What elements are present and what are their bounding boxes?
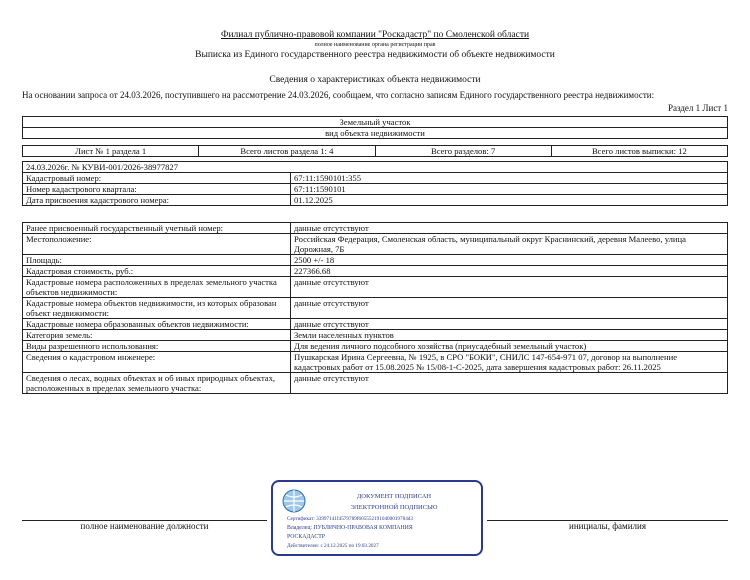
table-row — [23, 352, 728, 373]
row-value: данные отсутствуют — [291, 319, 728, 330]
table-row — [23, 223, 728, 234]
row-label: Кадастровые номера объектов недвижимости, из которых образован объект недвижимости: — [23, 298, 291, 319]
row-value: 227366.68 — [291, 266, 728, 277]
org-title: Филиал публично-правовой компании "Роскадастр" по Смоленской области — [220, 30, 530, 40]
table-row — [23, 184, 728, 195]
details-table — [22, 222, 728, 394]
table-row — [23, 373, 728, 394]
page-info: Раздел 1 Лист 1 — [667, 103, 728, 113]
row-value: 67:11:1590101:355 — [291, 173, 728, 184]
row-value: данные отсутствуют — [291, 223, 728, 234]
table-row — [23, 298, 728, 319]
row-label: Номер кадастрового квартала: — [23, 184, 291, 195]
row-label: Кадастровая стоимость, руб.: — [23, 266, 291, 277]
object-type: Земельный участок — [23, 117, 728, 128]
basis-text: На основании запроса от 24.03.2026, поступившего на рассмотрение 24.03.2026, сообщаем, что согласно записям Единого государственного реестра недвижимости: — [22, 90, 655, 100]
section-title: Сведения о характеристиках объекта недвижимости — [269, 75, 481, 85]
row-label: Дата присвоения кадастрового номера: — [23, 195, 291, 206]
row-value: Земли населенных пунктов — [291, 330, 728, 341]
row-label: Категория земель: — [23, 330, 291, 341]
row-value: 2500 +/- 18 — [291, 255, 728, 266]
table-row — [23, 234, 728, 255]
table-row — [23, 266, 728, 277]
electronic-signature-stamp — [271, 480, 483, 556]
total-extract-sheets: Всего листов выписки: 12 — [551, 146, 727, 157]
row-value: 01.12.2025 — [291, 195, 728, 206]
stamp-certificate: Сертификат: 33997141f4579789f6055521910400019784d3 — [287, 516, 413, 522]
row-label: Местоположение: — [23, 234, 291, 255]
row-value: 67:11:1590101 — [291, 184, 728, 195]
table-row — [23, 195, 728, 206]
row-label: Виды разрешенного использования: — [23, 341, 291, 352]
table-row — [23, 173, 728, 184]
table-row — [23, 255, 728, 266]
table-row — [23, 341, 728, 352]
row-label: Площадь: — [23, 255, 291, 266]
row-label: Кадастровый номер: — [23, 173, 291, 184]
row-label: Сведения о лесах, водных объектах и об иных природных объектах, расположенных в пределах земельного участка: — [23, 373, 291, 394]
extract-title: Выписка из Единого государственного реестра недвижимости об объекте недвижимости — [195, 50, 555, 60]
object-type-caption: вид объекта недвижимости — [23, 128, 728, 139]
stamp-line1: ДОКУМЕНТ ПОДПИСАН — [356, 493, 432, 500]
row-value: данные отсутствуют — [291, 298, 728, 319]
object-type-table — [22, 116, 728, 139]
stamp-line2: ЭЛЕКТРОННОЙ ПОДПИСЬЮ — [350, 504, 438, 511]
total-section-sheets: Всего листов раздела 1: 4 — [199, 146, 375, 157]
row-value: Российская Федерация, Смоленская область, муниципальный округ Краснинский, деревня Малеево, улица Дорожная, 7Б — [291, 234, 728, 255]
table-row — [23, 319, 728, 330]
row-label: Ранее присвоенный государственный учетный номер: — [23, 223, 291, 234]
table-row — [23, 330, 728, 341]
sheet-number: Лист № 1 раздела 1 — [23, 146, 199, 157]
doc-number: 24.03.2026г. № КУВИ-001/2026-38977827 — [23, 162, 728, 173]
stamp-validity: Действителен: с 24.12.2025 по 19.03.2027 — [287, 543, 379, 549]
stamp-owner-2: РОСКАДАСТР — [287, 534, 325, 540]
row-value: Для ведения личного подсобного хозяйства (приусадебный земельный участок) — [291, 341, 728, 352]
row-value: данные отсутствуют — [291, 277, 728, 298]
ids-table — [22, 161, 728, 206]
sheets-table — [22, 145, 728, 157]
stamp-owner: Владелец: ПУБЛИЧНО-ПРАВОВАЯ КОМПАНИЯ — [287, 525, 413, 531]
table-row — [23, 277, 728, 298]
row-label: Сведения о кадастровом инженере: — [23, 352, 291, 373]
org-caption: полное наименование органа регистрации прав — [314, 42, 436, 48]
row-label: Кадастровые номера расположенных в пределах земельного участка объектов недвижимости: — [23, 277, 291, 298]
total-sections: Всего разделов: 7 — [375, 146, 551, 157]
name-caption: инициалы, фамилия — [487, 520, 728, 531]
position-caption: полное наименование должности — [22, 520, 267, 531]
roskadastr-logo-icon — [281, 488, 307, 514]
row-value: Пушкарская Ирина Сергеевна, № 1925, в СРО "БОКИ", СНИЛС 147-654-971 07, договор на выполнение кадастровых работ от 15.08.2025 № 15/08-1-С-2025, дата завершения кадастровых работ: 26.11.2025 — [291, 352, 728, 373]
row-label: Кадастровые номера образованных объектов недвижимости: — [23, 319, 291, 330]
row-value: данные отсутствуют — [291, 373, 728, 394]
